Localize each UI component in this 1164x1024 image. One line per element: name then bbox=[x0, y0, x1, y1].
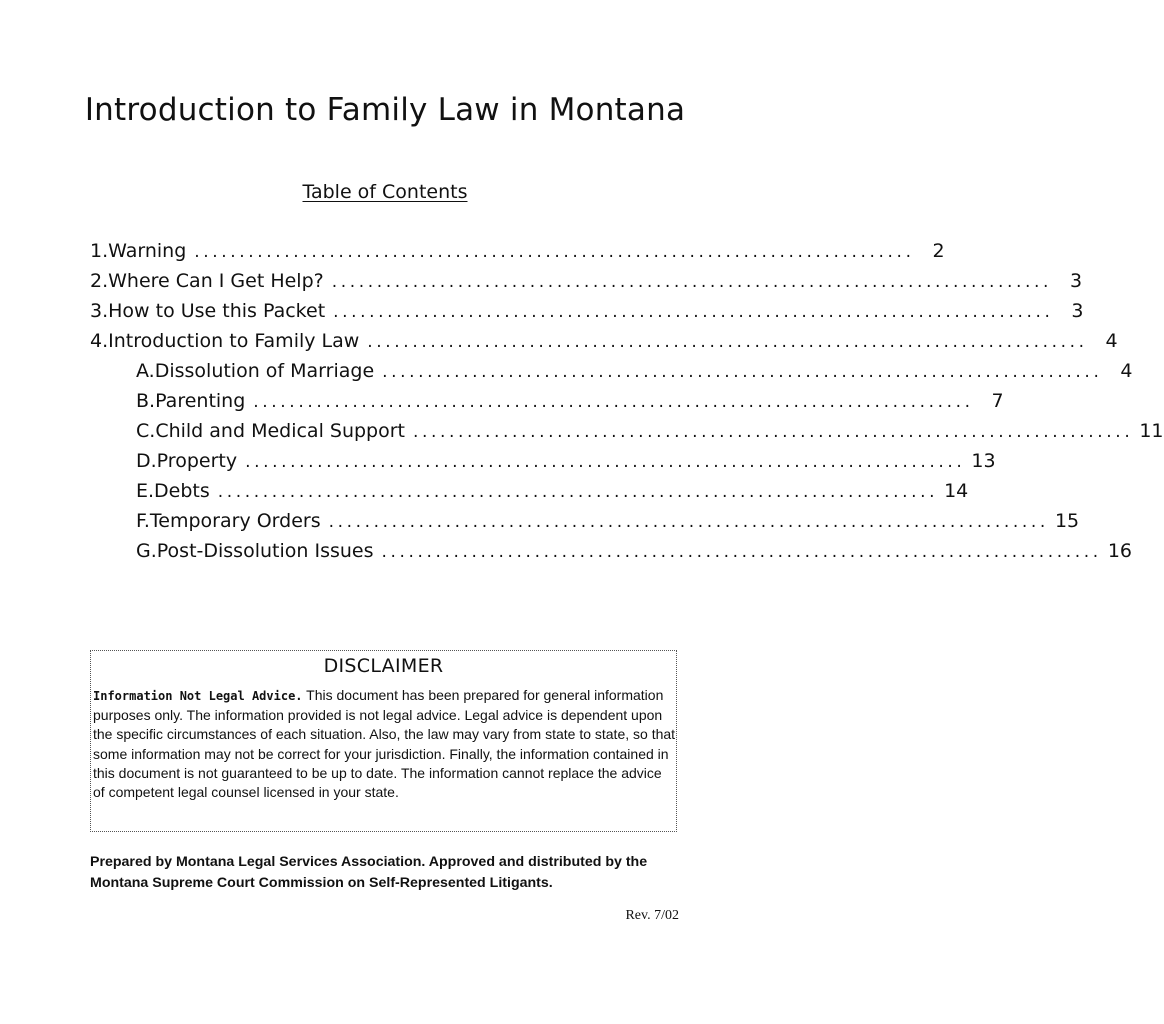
toc-leader-dots: ................................................................................ bbox=[253, 392, 974, 412]
toc-entry-introduction-to-family-law[interactable] bbox=[90, 326, 1118, 356]
toc-entry-number: G. bbox=[136, 540, 157, 562]
toc-entry-temporary-orders[interactable] bbox=[136, 506, 1080, 536]
toc-entry-label: Debts bbox=[154, 480, 210, 502]
toc-entry-warning[interactable] bbox=[90, 236, 945, 266]
disclaimer-text bbox=[93, 686, 676, 802]
toc-entry-page: 3 bbox=[1071, 300, 1084, 322]
disclaimer-lead: Information Not Legal Advice. bbox=[93, 689, 303, 703]
toc-entry-label: Child and Medical Support bbox=[155, 420, 406, 442]
toc-entry-page: 3 bbox=[1069, 270, 1083, 292]
toc-entry-label: Introduction to Family Law bbox=[108, 330, 360, 352]
toc-entry-number: C. bbox=[136, 420, 156, 442]
toc-leader-dots: ................................................................................ bbox=[245, 452, 966, 472]
toc-entry-page: 13 bbox=[971, 450, 996, 472]
toc-entry-page: 7 bbox=[991, 390, 1004, 412]
toc-leader-dots: ................................................................................ bbox=[333, 302, 1054, 322]
disclaimer-title: DISCLAIMER bbox=[323, 655, 444, 677]
toc-entry-label: Warning bbox=[108, 240, 187, 262]
toc-entry-child-and-medical-support[interactable] bbox=[136, 416, 1164, 446]
toc-entry-page: 14 bbox=[944, 480, 969, 502]
toc-entry-label: Dissolution of Marriage bbox=[154, 360, 375, 382]
disclaimer-box bbox=[90, 650, 677, 832]
toc-entry-label: Temporary Orders bbox=[149, 510, 321, 532]
toc-entry-number: 2. bbox=[90, 270, 109, 292]
toc-entry-page: 16 bbox=[1107, 540, 1132, 562]
toc-entry-number: 1. bbox=[90, 240, 109, 262]
toc-leader-dots: ................................................................................ bbox=[194, 242, 915, 262]
toc-entry-label: Property bbox=[156, 450, 238, 472]
toc-leader-dots: ................................................................................ bbox=[331, 272, 1053, 292]
toc-leader-dots: ................................................................................ bbox=[381, 542, 1102, 562]
toc-entry-where-can-i-get-help[interactable] bbox=[90, 266, 1083, 296]
toc-entry-label: Post-Dissolution Issues bbox=[156, 540, 374, 562]
toc-entry-label: Where Can I Get Help? bbox=[108, 270, 324, 292]
toc-entry-how-to-use-this-packet[interactable] bbox=[90, 296, 1084, 326]
toc-leader-dots: ................................................................................ bbox=[328, 512, 1049, 532]
toc-entry-label: How to Use this Packet bbox=[108, 300, 326, 322]
document-title: Introduction to Family Law in Montana bbox=[84, 92, 686, 128]
toc-entry-page: 4 bbox=[1120, 360, 1133, 382]
toc-leader-dots: ................................................................................ bbox=[367, 332, 1088, 352]
toc-entry-page: 15 bbox=[1054, 510, 1080, 532]
toc-entry-post-dissolution-issues[interactable] bbox=[136, 536, 1132, 566]
toc-entry-number: 3. bbox=[90, 300, 109, 322]
toc-entry-number: F. bbox=[136, 510, 150, 532]
toc-entry-dissolution-of-marriage[interactable] bbox=[136, 356, 1133, 386]
toc-entry-number: D. bbox=[136, 450, 157, 472]
toc-heading: Table of Contents bbox=[302, 181, 468, 203]
toc-entry-debts[interactable] bbox=[136, 476, 969, 506]
toc-entry-number: B. bbox=[136, 390, 156, 412]
toc-entry-number: A. bbox=[136, 360, 155, 382]
toc-entry-number: E. bbox=[136, 480, 155, 502]
toc-entry-page: 11 bbox=[1139, 420, 1164, 442]
toc-entry-number: 4. bbox=[90, 330, 109, 352]
toc-leader-dots: ................................................................................ bbox=[413, 422, 1134, 442]
disclaimer-body: This document has been prepared for general information purposes only. The information provided is not legal advice. Legal advice is dependent upon the specific circumstances of each situation. Also, the law may vary from state to state, so that some information may not be correct for your jurisdiction. Finally, the information contained in this document is not guaranteed to be up to date. The information cannot replace the advice of competent legal counsel licensed in your state. bbox=[93, 687, 676, 801]
prepared-by-note: Prepared by Montana Legal Services Association. Approved and distributed by the Montana Supreme Court Commission on Self-Represented Litigants. bbox=[90, 854, 648, 891]
toc-leader-dots: ................................................................................ bbox=[382, 362, 1103, 382]
toc-entry-label: Parenting bbox=[155, 390, 246, 412]
toc-entry-page: 4 bbox=[1105, 330, 1118, 352]
toc-entry-page: 2 bbox=[932, 240, 945, 262]
toc-entry-parenting[interactable] bbox=[136, 386, 1004, 416]
toc-leader-dots: ................................................................................ bbox=[217, 482, 939, 502]
toc-entry-property[interactable] bbox=[136, 446, 996, 476]
revision-label: Rev. 7/02 bbox=[625, 908, 679, 923]
